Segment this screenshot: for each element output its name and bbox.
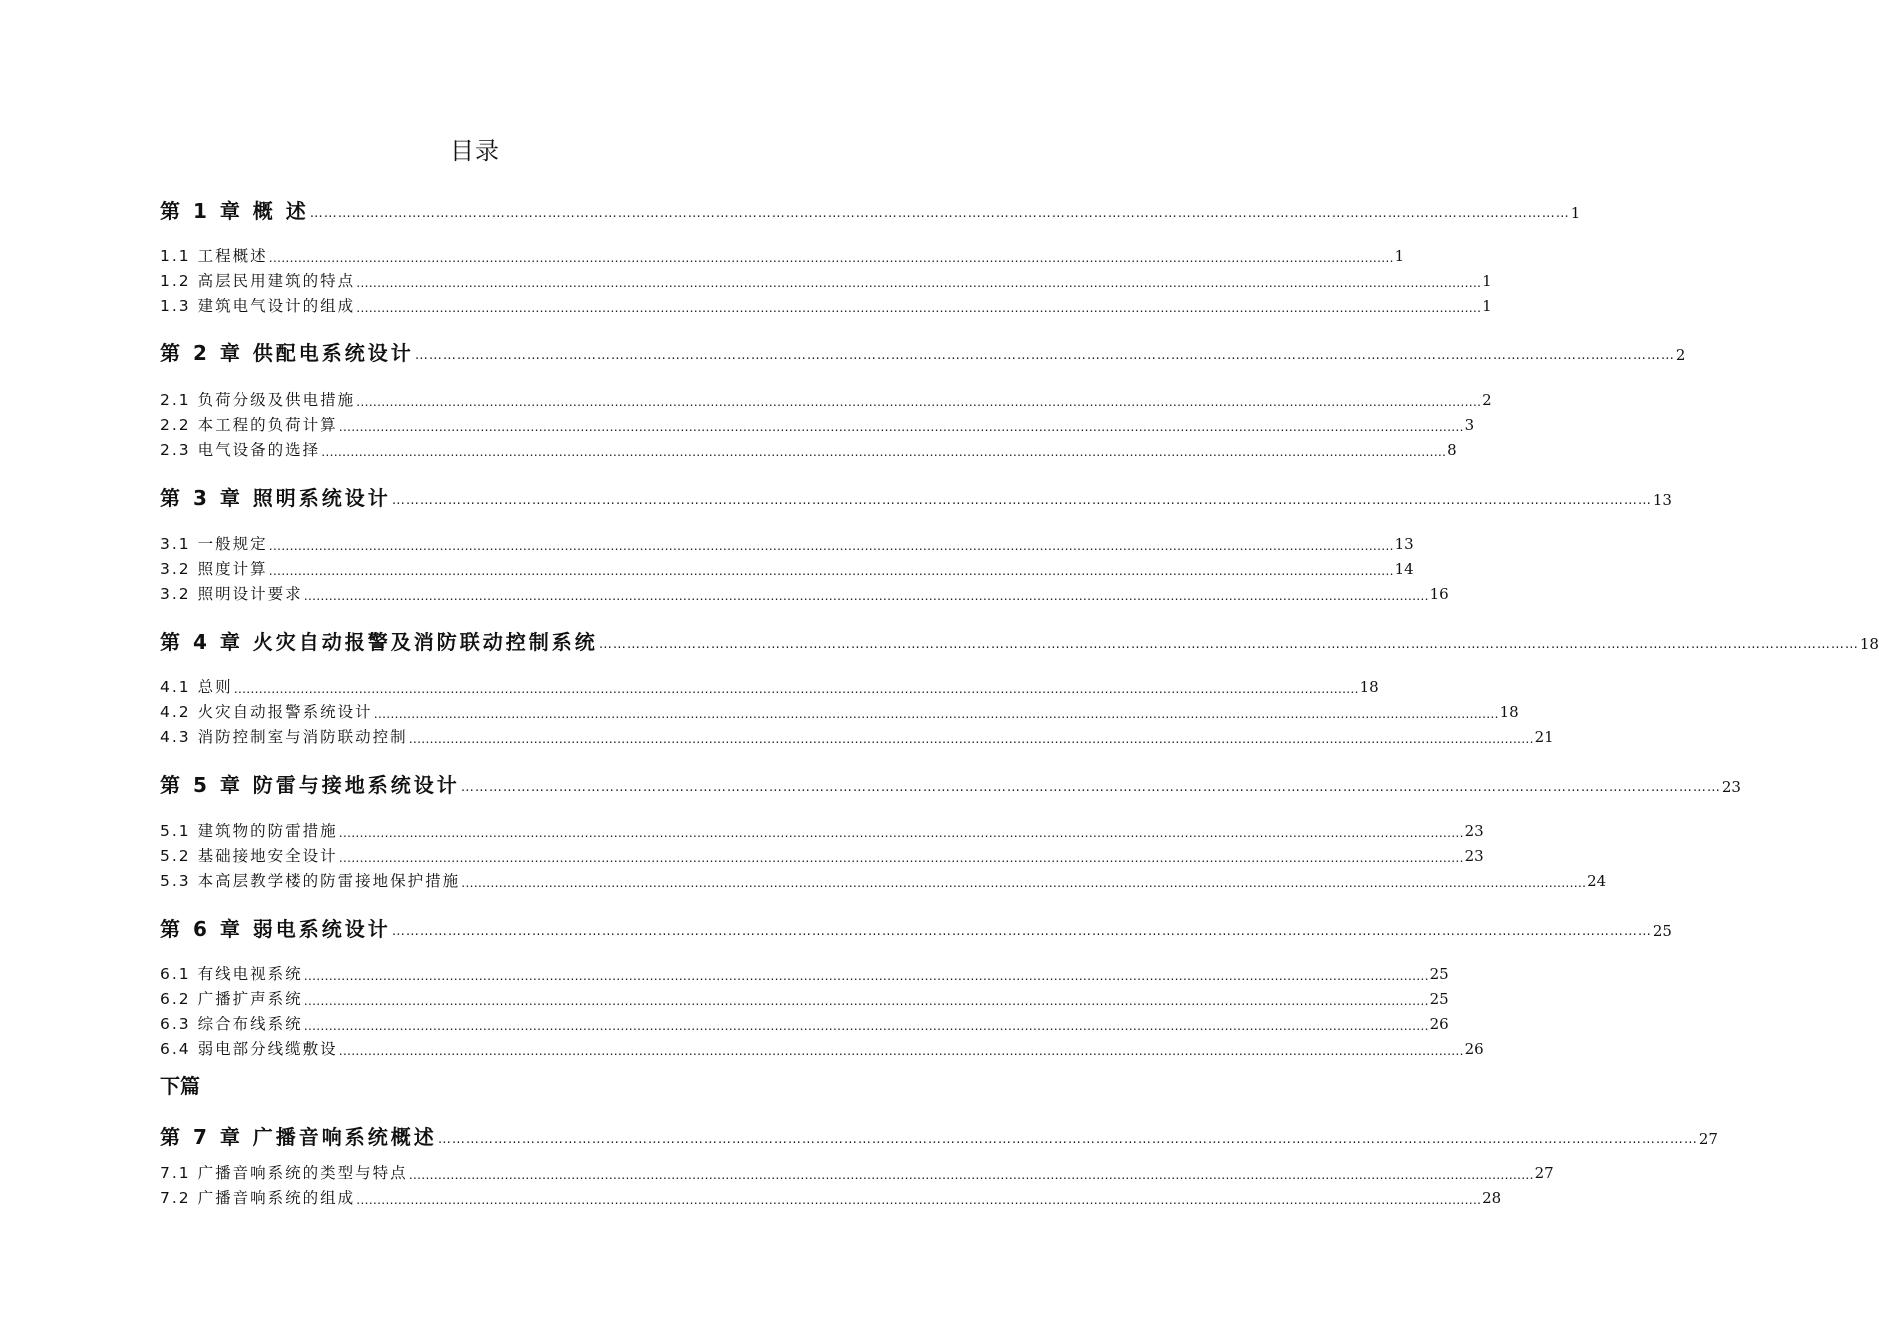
toc-chapter-2[interactable] xyxy=(160,340,1686,366)
dot-leader: ……………………………………………………………………………………………………………………………………………………………………………………………………………………………………………… xyxy=(338,825,1464,840)
dot-leader: ……………………………………………………………………………………………………………………………………………………………………………………………………………………………………………… xyxy=(356,394,1482,409)
entry-page-number: 3 xyxy=(1464,416,1475,434)
dot-leader: ……………………………………………………………………………………………………………………………………………………………………………………………………………………………………………… xyxy=(303,1018,1429,1033)
dot-leader: ……………………………………………………………………………………………………………………………………………………………………………………………………………………………………………… xyxy=(303,968,1429,983)
toc-chapter-6[interactable] xyxy=(160,916,1672,942)
toc-chapter-5[interactable] xyxy=(160,772,1741,798)
dot-leader: ……………………………………………………………………………………………………………………………………………………………………………………………………………………………………………… xyxy=(408,1167,1534,1182)
entry-label: 7.2 广播音响系统的组成 xyxy=(160,1189,356,1207)
entry-label: 5.2 基础接地安全设计 xyxy=(160,847,338,865)
entry-page-number: 13 xyxy=(1394,535,1414,553)
entry-label: 6.4 弱电部分线缆敷设 xyxy=(160,1040,338,1058)
entry-page-number: 16 xyxy=(1429,585,1449,603)
dot-leader: ……………………………………………………………………………………………………………………………………………………………………………………………………………………………………………… xyxy=(408,731,1534,746)
entry-page-number: 24 xyxy=(1587,872,1607,890)
entry-label: 1.2 高层民用建筑的特点 xyxy=(160,272,356,290)
toc-section-7-1[interactable] xyxy=(160,1162,1554,1184)
toc-section-6-2[interactable] xyxy=(160,988,1449,1010)
toc-section-2-3[interactable] xyxy=(160,439,1457,461)
toc-section-3-3[interactable] xyxy=(160,583,1449,605)
entry-label: 3.2 照明设计要求 xyxy=(160,585,303,603)
entry-page-number: 26 xyxy=(1464,1040,1484,1058)
dot-leader: ……………………………………………………………………………………………………………………………………………………………………………………………………………………………………………… xyxy=(356,300,1482,315)
toc-section-5-3[interactable] xyxy=(160,870,1607,892)
toc-section-6-3[interactable] xyxy=(160,1013,1449,1035)
dot-leader: ……………………………………………………………………………………………………………………………………………………………………………………………………………………………………………… xyxy=(268,250,1394,265)
entry-page-number: 18 xyxy=(1499,703,1519,721)
entry-label: 1.3 建筑电气设计的组成 xyxy=(160,297,356,315)
entry-label: 5.3 本高层教学楼的防雷接地保护措施 xyxy=(160,872,461,890)
entry-label: 3.1 一般规定 xyxy=(160,535,268,553)
toc-section-7-2[interactable] xyxy=(160,1187,1502,1209)
part-heading: 下篇 xyxy=(160,1074,200,1098)
toc-section-1-1[interactable] xyxy=(160,245,1405,267)
entry-page-number: 8 xyxy=(1447,441,1457,459)
dot-leader: ……………………………………………………………………………………………………………………………………………………………………………………………………………………………………………… xyxy=(321,444,1447,459)
toc-section-1-3[interactable] xyxy=(160,295,1492,317)
entry-page-number: 27 xyxy=(1534,1164,1554,1182)
entry-page-number: 25 xyxy=(1429,965,1449,983)
entry-page-number: 14 xyxy=(1394,560,1414,578)
dot-leader: ……………………………………………………………………………………………………………………………………………………………………………………………………………………………………………… xyxy=(373,706,1499,721)
dot-leader: ……………………………………………………………………………………………………………………………………………………………………………………………………………………………………………… xyxy=(356,275,1482,290)
entry-page-number: 23 xyxy=(1721,778,1741,796)
dot-leader: ……………………………………………………………………………………………………………………………………………………………………………………………………………………………………………… xyxy=(461,875,1587,890)
dot-leader: ……………………………………………………………………………………………………………………………………………………………………………………………………………………………………………… xyxy=(233,681,1359,696)
dot-leader: ……………………………………………………………………………………………………………………………………………………………………………………………………………………………………………… xyxy=(598,637,1859,652)
entry-label: 5.1 建筑物的防雷措施 xyxy=(160,822,338,840)
entry-label: 第 7 章 广播音响系统概述 xyxy=(160,1125,437,1149)
entry-label: 2.3 电气设备的选择 xyxy=(160,441,321,459)
entry-label: 第 6 章 弱电系统设计 xyxy=(160,917,391,941)
toc-chapter-3[interactable] xyxy=(160,485,1672,511)
entry-label: 第 2 章 供配电系统设计 xyxy=(160,341,414,365)
entry-label: 4.3 消防控制室与消防联动控制 xyxy=(160,728,408,746)
entry-page-number: 18 xyxy=(1359,678,1379,696)
entry-page-number: 21 xyxy=(1534,728,1554,746)
entry-label: 4.2 火灾自动报警系统设计 xyxy=(160,703,373,721)
entry-page-number: 1 xyxy=(1570,204,1581,222)
entry-label: 3.2 照度计算 xyxy=(160,560,268,578)
entry-label: 4.1 总则 xyxy=(160,678,233,696)
dot-leader: ……………………………………………………………………………………………………………………………………………………………………………………………………………………………………………… xyxy=(309,206,1570,221)
entry-page-number: 23 xyxy=(1464,822,1484,840)
entry-label: 第 5 章 防雷与接地系统设计 xyxy=(160,773,460,797)
toc-chapter-4[interactable] xyxy=(160,629,1879,655)
entry-page-number: 18 xyxy=(1859,635,1879,653)
entry-label: 6.1 有线电视系统 xyxy=(160,965,303,983)
dot-leader: ……………………………………………………………………………………………………………………………………………………………………………………………………………………………………………… xyxy=(338,1043,1464,1058)
dot-leader: ……………………………………………………………………………………………………………………………………………………………………………………………………………………………………………… xyxy=(338,850,1464,865)
toc-section-6-4[interactable] xyxy=(160,1038,1484,1060)
dot-leader: ……………………………………………………………………………………………………………………………………………………………………………………………………………………………………………… xyxy=(391,924,1652,939)
toc-chapter-1[interactable] xyxy=(160,198,1581,224)
entry-label: 7.1 广播音响系统的类型与特点 xyxy=(160,1164,408,1182)
toc-section-5-1[interactable] xyxy=(160,820,1484,842)
entry-label: 第 4 章 火灾自动报警及消防联动控制系统 xyxy=(160,630,598,654)
toc-section-2-1[interactable] xyxy=(160,389,1492,411)
entry-page-number: 2 xyxy=(1675,346,1686,364)
dot-leader: ……………………………………………………………………………………………………………………………………………………………………………………………………………………………………………… xyxy=(338,419,1464,434)
dot-leader: ……………………………………………………………………………………………………………………………………………………………………………………………………………………………………………… xyxy=(391,493,1652,508)
dot-leader: ……………………………………………………………………………………………………………………………………………………………………………………………………………………………………………… xyxy=(303,993,1429,1008)
entry-page-number: 27 xyxy=(1698,1130,1718,1148)
toc-chapter-7[interactable] xyxy=(160,1124,1718,1150)
dot-leader: ……………………………………………………………………………………………………………………………………………………………………………………………………………………………………………… xyxy=(268,538,1394,553)
toc-section-3-1[interactable] xyxy=(160,533,1414,555)
toc-section-4-2[interactable] xyxy=(160,701,1519,723)
entry-page-number: 25 xyxy=(1652,922,1672,940)
toc-title: 目录 xyxy=(450,137,500,165)
entry-page-number: 1 xyxy=(1482,272,1492,290)
dot-leader: ……………………………………………………………………………………………………………………………………………………………………………………………………………………………………………… xyxy=(460,780,1721,795)
entry-label: 1.1 工程概述 xyxy=(160,247,268,265)
entry-page-number: 13 xyxy=(1652,491,1672,509)
dot-leader: ……………………………………………………………………………………………………………………………………………………………………………………………………………………………………………… xyxy=(414,348,1675,363)
entry-page-number: 23 xyxy=(1464,847,1484,865)
toc-section-2-2[interactable] xyxy=(160,414,1475,436)
entry-label: 2.1 负荷分级及供电措施 xyxy=(160,391,356,409)
entry-label: 第 3 章 照明系统设计 xyxy=(160,486,391,510)
entry-page-number: 26 xyxy=(1429,1015,1449,1033)
entry-page-number: 28 xyxy=(1482,1189,1502,1207)
entry-label: 2.2 本工程的负荷计算 xyxy=(160,416,338,434)
dot-leader: ……………………………………………………………………………………………………………………………………………………………………………………………………………………………………………… xyxy=(437,1132,1698,1147)
entry-page-number: 25 xyxy=(1429,990,1449,1008)
toc-section-6-1[interactable] xyxy=(160,963,1449,985)
entry-page-number: 1 xyxy=(1482,297,1492,315)
dot-leader: ……………………………………………………………………………………………………………………………………………………………………………………………………………………………………………… xyxy=(303,588,1429,603)
entry-label: 6.3 综合布线系统 xyxy=(160,1015,303,1033)
toc-section-3-2[interactable] xyxy=(160,558,1414,580)
toc-section-4-3[interactable] xyxy=(160,726,1554,748)
dot-leader: ……………………………………………………………………………………………………………………………………………………………………………………………………………………………………………… xyxy=(356,1192,1482,1207)
entry-page-number: 1 xyxy=(1394,247,1405,265)
entry-page-number: 2 xyxy=(1482,391,1492,409)
dot-leader: ……………………………………………………………………………………………………………………………………………………………………………………………………………………………………………… xyxy=(268,563,1394,578)
toc-section-1-2[interactable] xyxy=(160,270,1492,292)
toc-section-5-2[interactable] xyxy=(160,845,1484,867)
toc-section-4-1[interactable] xyxy=(160,676,1379,698)
entry-label: 第 1 章 概 述 xyxy=(160,199,309,223)
entry-label: 6.2 广播扩声系统 xyxy=(160,990,303,1008)
